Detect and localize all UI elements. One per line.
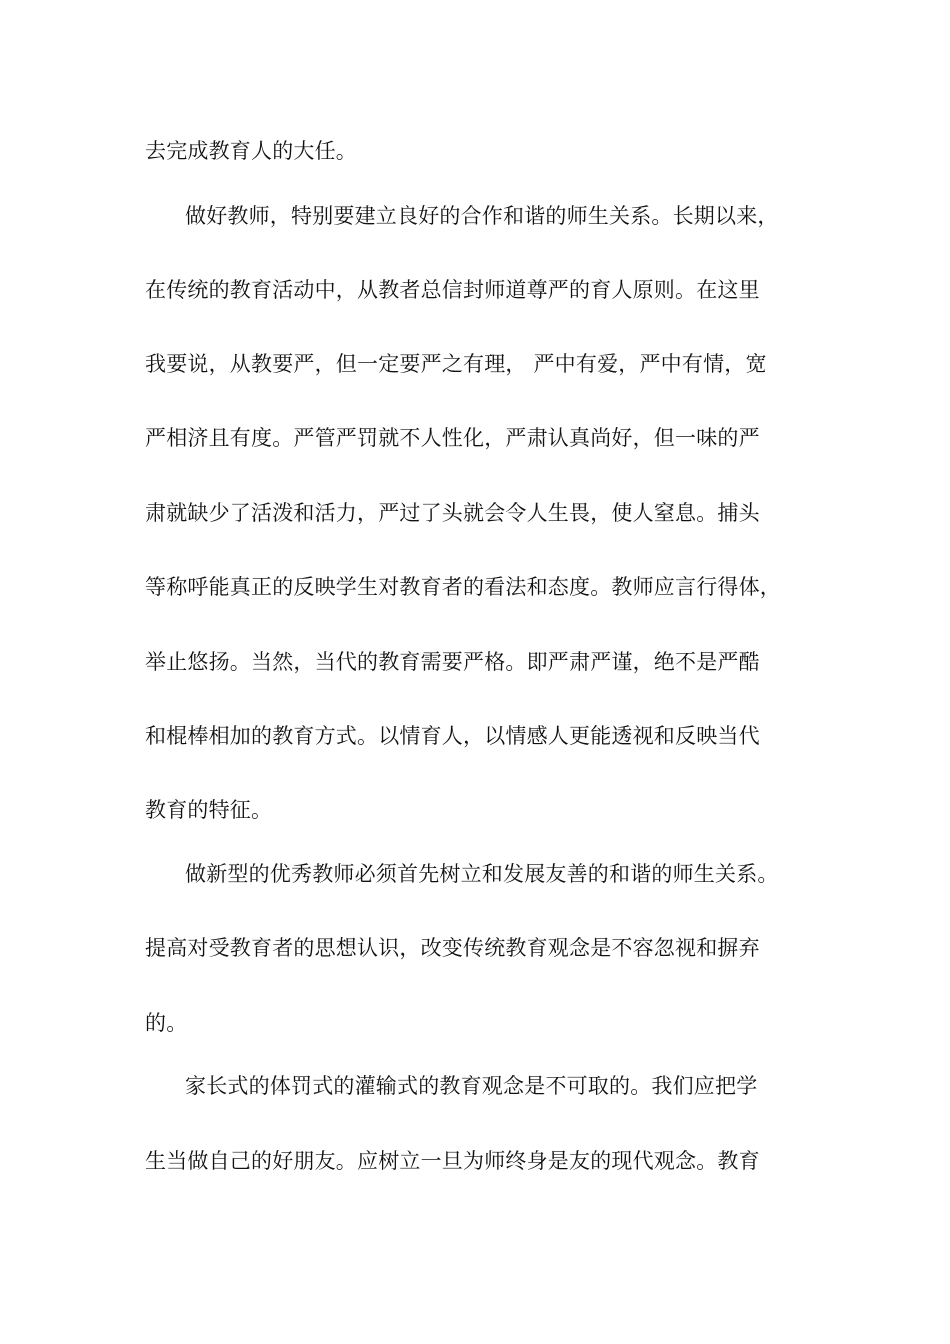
paragraph-start-line: 做好教师，特别要建立良好的合作和谐的师生关系。长期以来， <box>185 204 779 228</box>
text-line: 我要说，从教要严，但一定要严之有理， 严中有爱，严中有情，宽 <box>145 352 767 376</box>
text-line: 举止悠扬。当然，当代的教育需要严格。即严肃严谨，绝不是严酷 <box>145 650 760 674</box>
paragraph-start-line: 做新型的优秀教师必须首先树立和发展友善的和谐的师生关系。 <box>185 862 779 886</box>
text-line: 严相济且有度。严管严罚就不人性化，严肃认真尚好，但一味的严 <box>145 426 760 450</box>
text-line: 提高对受教育者的思想认识，改变传统教育观念是不容忽视和摒弃 <box>145 936 760 960</box>
text-line: 的。 <box>145 1011 188 1035</box>
paragraph-start-line: 家长式的体罚式的灌输式的教育观念是不可取的。我们应把学 <box>185 1074 758 1098</box>
text-line: 生当做自己的好朋友。应树立一旦为师终身是友的现代观念。教育 <box>145 1149 760 1173</box>
text-line: 去完成教育人的大任。 <box>145 139 357 163</box>
text-line: 在传统的教育活动中，从教者总信封师道尊严的育人原则。在这里 <box>145 278 760 302</box>
text-line: 和棍棒相加的教育方式。以情育人，以情感人更能透视和反映当代 <box>145 724 760 748</box>
text-line: 教育的特征。 <box>145 798 273 822</box>
text-line: 肃就缺少了活泼和活力，严过了头就会令人生畏，使人窒息。捕头 <box>145 501 760 525</box>
text-line: 等称呼能真正的反映学生对教育者的看法和态度。教师应言行得体， <box>145 575 781 599</box>
